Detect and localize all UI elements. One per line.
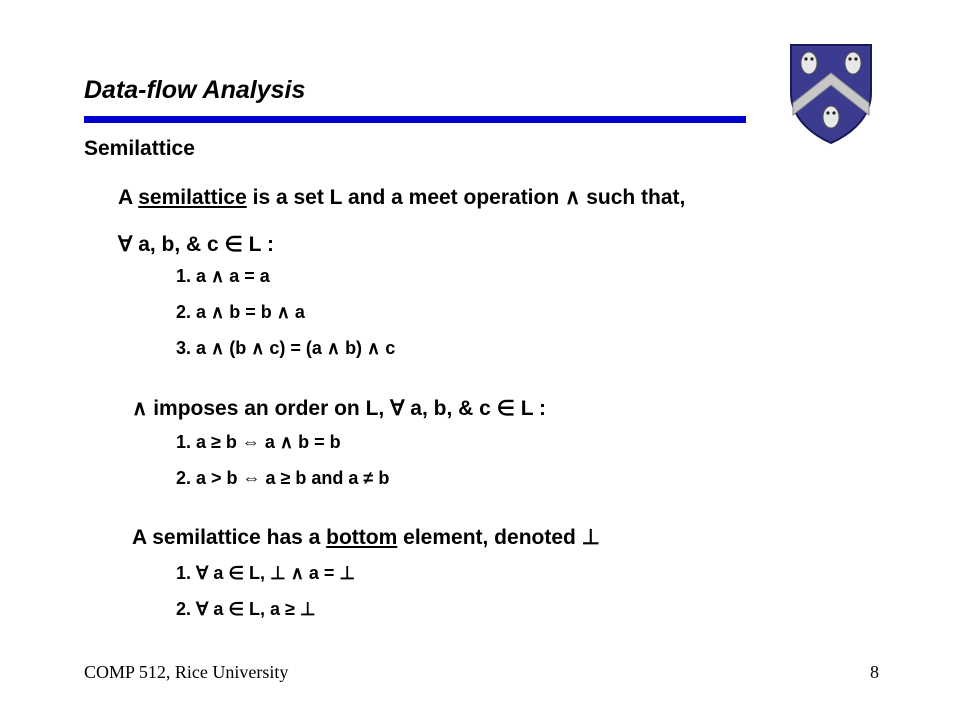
axiom-item: 2. a ∧ b = b ∧ a [176,302,305,322]
forall-line: ∀ a, b, & c ∈ L : [118,233,274,256]
definition-pre: A [118,186,139,209]
definition-line [118,185,685,210]
bottom-intro-post: element, denoted ⊥ [397,526,600,549]
order-item: 1. a ≥ b ⇔ a ∧ b = b [176,432,341,452]
definition-term: semilattice [138,186,247,209]
bottom-item: 1. ∀ a ∈ L, ⊥ ∧ a = ⊥ [176,563,356,583]
page-number: 8 [870,662,879,682]
bottom-intro-term: bottom [326,526,398,549]
title-rule [84,116,746,123]
bottom-item: 2. ∀ a ∈ L, a ≥ ⊥ [176,599,316,619]
slide-title: Data-flow Analysis [84,76,306,104]
order-item: 2. a > b ⇔ a ≥ b and a ≠ b [176,468,390,488]
footer-course: COMP 512, Rice University [84,662,289,682]
bottom-intro [132,525,600,550]
order-intro: ∧ imposes an order on L, ∀ a, b, & c ∈ L : [132,397,547,420]
bottom-intro-pre: A semilattice has a [132,526,327,549]
axiom-item: 1. a ∧ a = a [176,266,270,286]
section-heading: Semilattice [84,137,195,160]
definition-post: is a set L and a meet operation ∧ such that, [246,186,686,209]
rice-crest-icon [787,41,875,145]
axiom-item: 3. a ∧ (b ∧ c) = (a ∧ b) ∧ c [176,338,396,358]
